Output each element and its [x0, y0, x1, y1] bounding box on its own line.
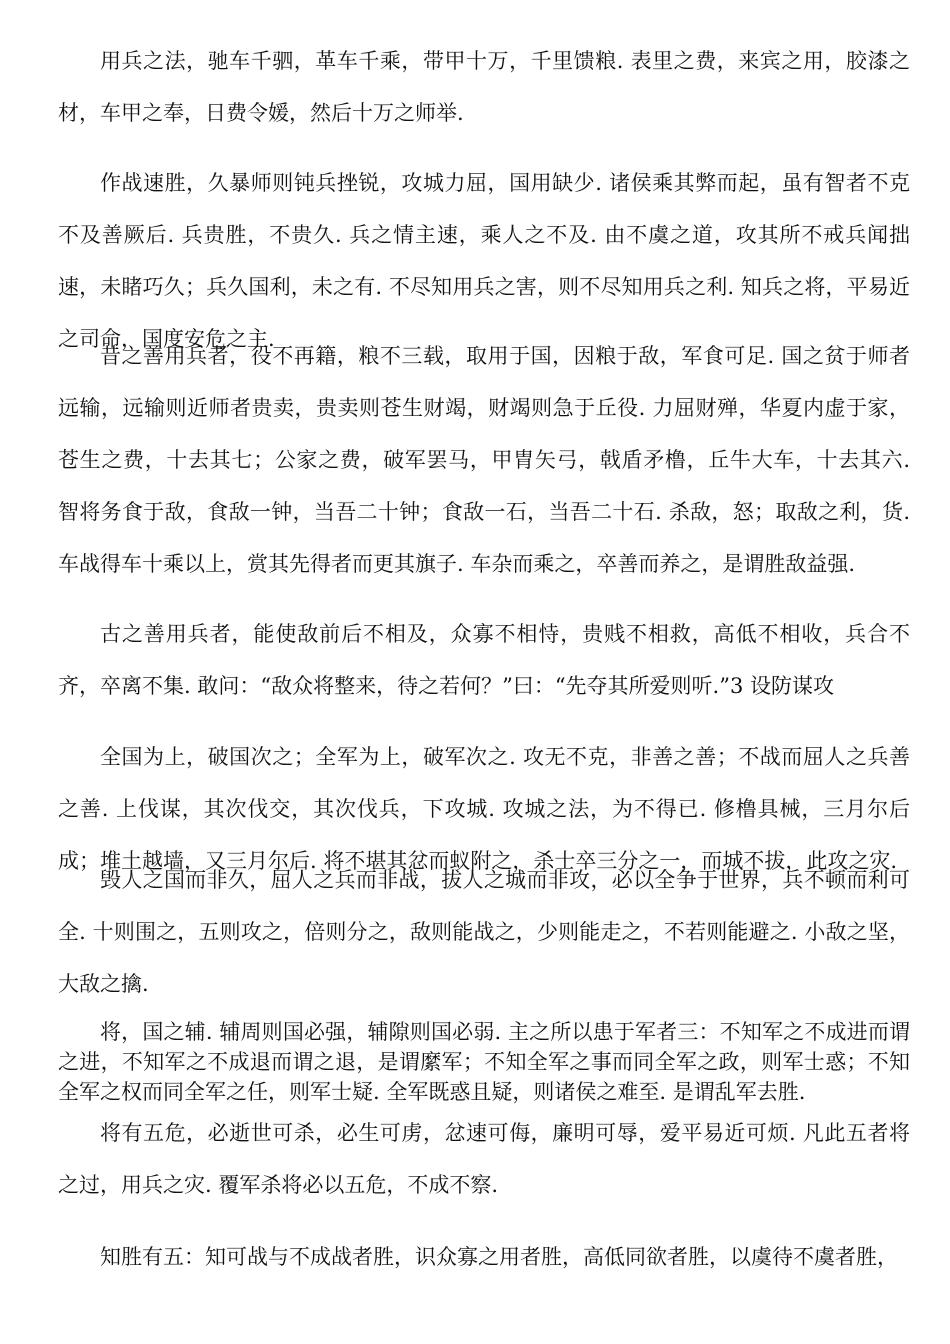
paragraph-5: 全国为上，破国次之；全军为上，破军次之. 攻无不克，非善之善；不战而屈人之兵善之善. 上伐谋，其次伐交，其次伐兵，下攻城. 攻城之法，为不得已. 修橹具械，三月尔后成；堆土越墙，又三月尔后. 将不堪其忿而蚁附之，杀士卒三分之一，而城不拔，此攻之灾. — [58, 745, 910, 873]
paragraph-7: 将，国之辅. 辅周则国必强，辅隙则国必弱. 主之所以患于军者三：不知军之不成进而谓之进，不知军之不成退而谓之退，是谓縻军；不知全军之事而同全军之政，则军士惑；不知全军之权而同全军之任，则军士疑. 全军既惑且疑，则诸侯之难至. 是谓乱军去胜. — [58, 1020, 910, 1104]
paragraph-8: 将有五危，必逝世可杀，必生可虏，忿速可侮，廉明可辱，爱平易近可烦. 凡此五者将之过，用兵之灾. 覆军杀将必以五危，不成不察. — [58, 1121, 910, 1197]
paragraph-3: 昔之善用兵者，役不再籍，粮不三载，取用于国，因粮于敌，军食可足. 国之贫于师者远输，远输则近师者贵卖，贵卖则苍生财竭，财竭则急于丘役. 力屈财殚，华夏内虚于家，苍生之费，十去其七；公家之费，破军罢马，甲胄矢弓，戟盾矛橹，丘牛大车，十去其六. 智将务食于敌，食敌一钟，当吾二十钟；食敌一石，当吾二十石. 杀敌，怒；取敌之利，货. 车战得车十乘以上，赏其先得者而更其旗子. 车杂而乘之，卒善而养之，是谓胜敌益强. — [58, 344, 910, 576]
paragraph-2: 作战速胜，久暴师则钝兵挫锐，攻城力屈，国用缺少. 诸侯乘其弊而起，虽有智者不克不及善厥后. 兵贵胜，不贵久. 兵之情主速，乘人之不及. 由不虞之道，攻其所不戒兵闻拙速，未睹巧久；兵久国利，未之有. 不尽知用兵之害，则不尽知用兵之利. 知兵之将，平易近之司命，国度安危之主. — [58, 171, 910, 351]
paragraph-1: 用兵之法，驰车千驷，革车千乘，带甲十万，千里馈粮. 表里之费，来宾之用，胶漆之材，车甲之奉，日费令媛，然后十万之师举. — [58, 49, 910, 125]
paragraph-6: 毁人之国而非久，屈人之兵而非战，拔人之城而非攻，必以全争于世界，兵不顿而利可全. 十则围之，五则攻之，倍则分之，敌则能战之，少则能走之，不若则能避之. 小敌之坚，大敌之擒. — [58, 868, 910, 996]
paragraph-4: 古之善用兵者，能使敌前后不相及，众寡不相恃，贵贱不相救，高低不相收，兵合不齐，卒离不集. 敢问：“敌众将整来，待之若何？”曰：“先夺其所爱则听.”3 设防谋攻 — [58, 622, 910, 698]
paragraph-9: 知胜有五：知可战与不成战者胜，识众寡之用者胜，高低同欲者胜，以虞待不虞者胜， — [100, 1245, 898, 1269]
